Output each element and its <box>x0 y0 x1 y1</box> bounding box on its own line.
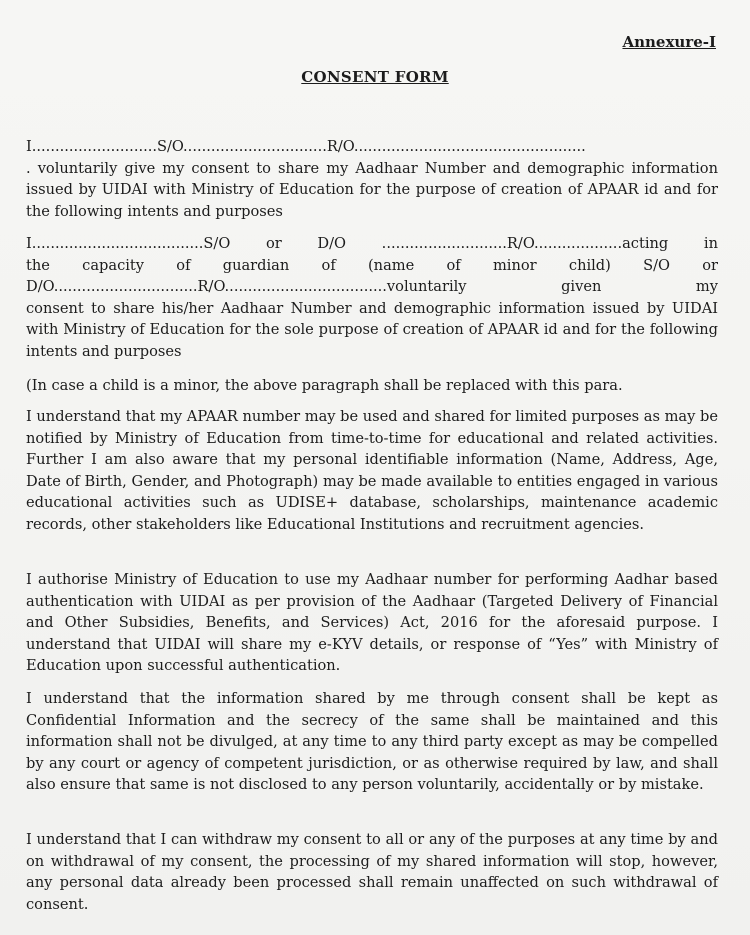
guardian-fill-line-2: the capacity of guardian of (name of minor child) S/O or <box>26 256 718 274</box>
guardian-consent-text: consent to share his/her Aadhaar Number and demographic information issued by UIDAI with Ministry of Education for the sole purpose of creation of APAAR id and for the following intents and purposes <box>26 299 718 360</box>
adult-fill-line: I...........................S/O...............................R/O.................................................. <box>26 138 586 155</box>
authorise-paragraph: I authorise Ministry of Education to use my Aadhaar number for performing Aadhar based authentication with UIDAI as per provision of the Aadhaar (Targeted Delivery of Financial and Other Subsidies, Benefits, and Services) Act, 2016 for the aforesaid purpose. I understand that UIDAI will share my e-KYV details, or response of “Yes” with Ministry of Education upon successful authentication. <box>26 571 718 674</box>
annexure-label: Annexure-I <box>622 33 716 51</box>
page-title: CONSENT FORM <box>301 68 449 86</box>
confidentiality-paragraph: I understand that the information shared by me through consent shall be kept as Confidential Information and the secrecy of the same shall be maintained and this information shall not be divulged, at any time to any third party except as may be compelled by any court or agency of competent jurisdiction, or as otherwise required by law, and shall also ensure that same is not disclosed to any person voluntarily, accidentally or by mistake. <box>26 690 718 793</box>
consent-adult-section <box>26 136 718 222</box>
adult-consent-text: . voluntarily give my consent to share my Aadhaar Number and demographic information issued by UIDAI with Ministry of Education for the purpose of creation of APAAR id and for the following intents and purposes <box>26 159 718 220</box>
minor-note: (In case a child is a minor, the above paragraph shall be replaced with this para. <box>26 377 623 394</box>
usage-paragraph: I understand that my APAAR number may be used and shared for limited purposes as may be notified by Ministry of Education from time-to-time for educational and related activities. Further I am also aware that my personal identifiable information (Name, Address, Age, Date of Birth, Gender, and Photograph) may be made available to entities engaged in various educational activities such as UDISE+ database, scholarships, maintenance academic records, other stakeholders like Educational Institutions and recruitment agencies. <box>26 408 718 533</box>
consent-guardian-section <box>26 233 718 362</box>
withdrawal-paragraph: I understand that I can withdraw my consent to all or any of the purposes at any time by and on withdrawal of my consent, the processing of my shared information will stop, however, any personal data already been processed shall remain unaffected on such withdrawal of consent. <box>26 831 718 913</box>
guardian-fill-line-1: I.....................................S/O or D/O ...........................R/O...................acting in <box>26 235 718 252</box>
guardian-fill-line-3: D/O...............................R/O...................................voluntarily given my <box>26 278 718 295</box>
